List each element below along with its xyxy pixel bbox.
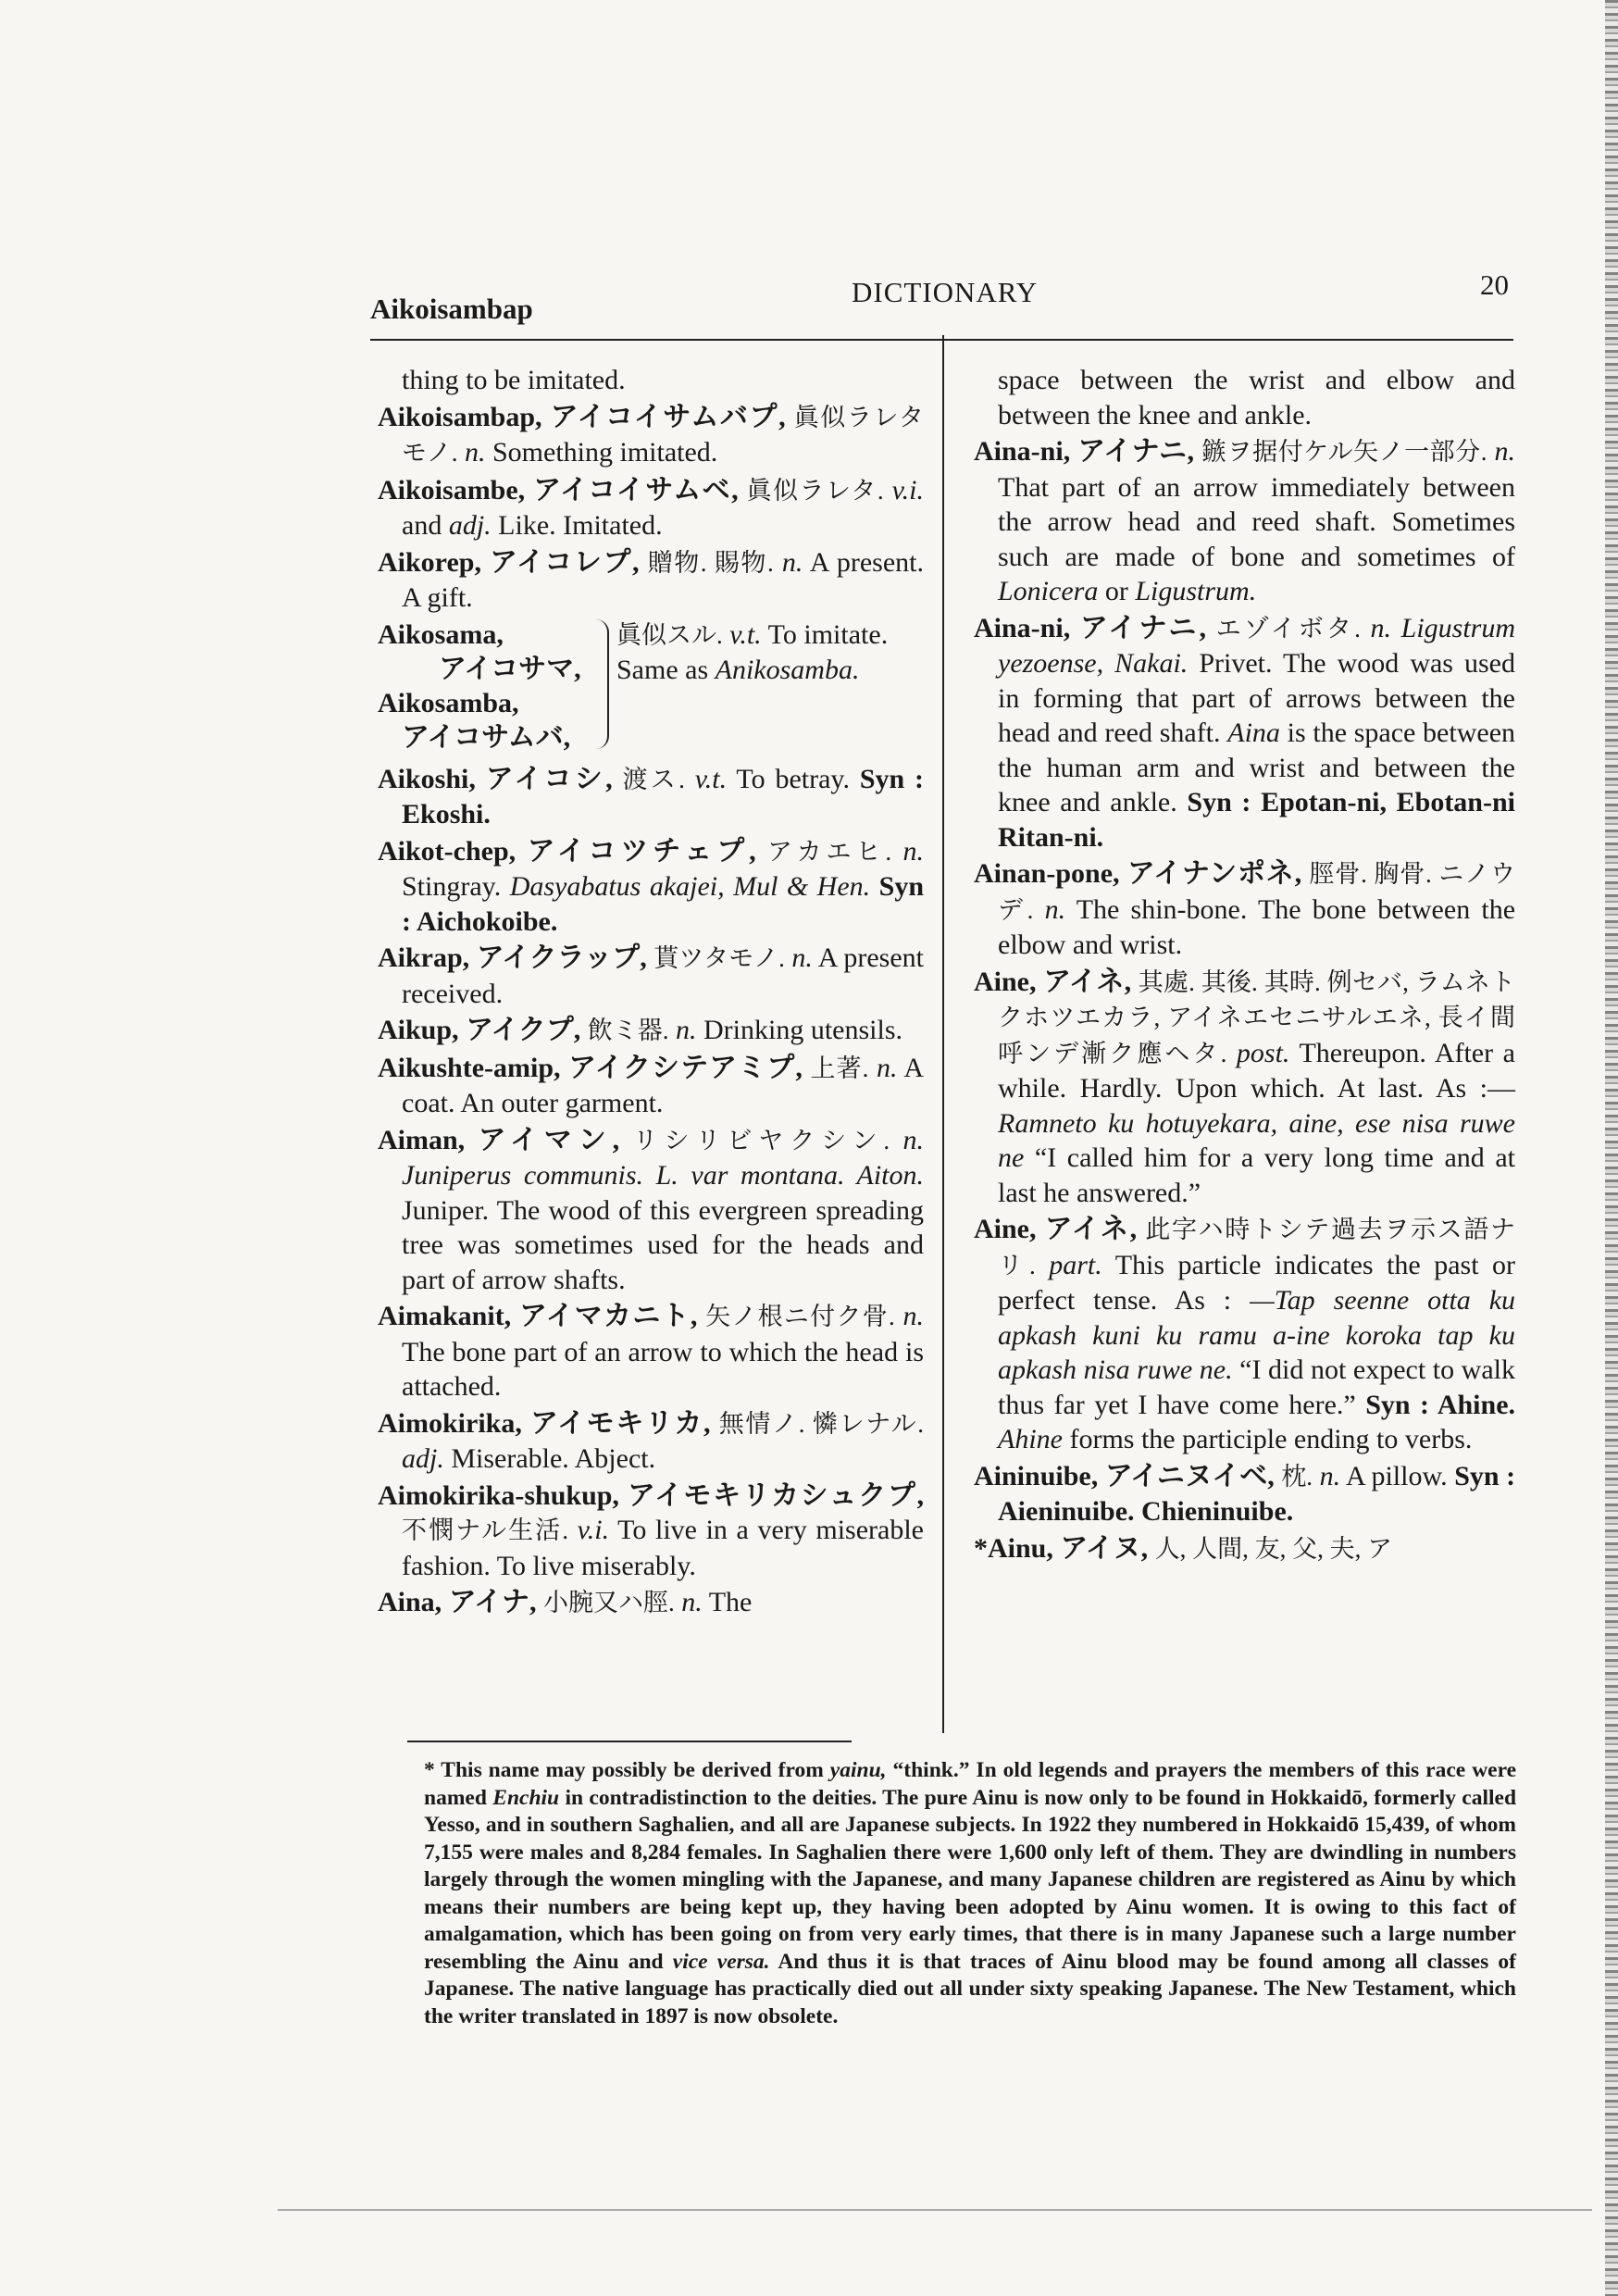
entry [378,1479,924,1584]
headword: Aimakanit, [378,1301,512,1331]
katakana: アイモキリカシュクプ, [628,1479,924,1511]
headword: Aininuibe, [974,1460,1099,1491]
katakana: アイコレプ, [490,546,640,578]
japanese-gloss: 矢ノ根ニ付ク骨. [705,1303,895,1330]
japanese-gloss: 枕. [1281,1462,1313,1491]
katakana: アイコイサムバプ, [550,401,786,432]
japanese-gloss: 飲ミ器. [587,1017,669,1044]
headword: Aikoisambe, [378,474,526,505]
definition: The [708,1587,753,1617]
example-ainu: —Tap seenne otta ku apkash kuni ku ramu a-ine koroka tap ku apkash nisa ruwe ne. [998,1285,1516,1385]
latin-name: Dasyabatus akajei, Mul & Hen. [509,871,871,902]
katakana: アイコサマ, [439,653,581,684]
katakana: アイニヌイベ, [1104,1460,1275,1491]
katakana: アイコイサムベ, [533,474,739,505]
conjunction: or [1104,576,1128,606]
headword: Aimokirika-shukup, [378,1479,619,1511]
japanese-gloss: 貰ツタモノ. [653,944,785,972]
entry [378,400,924,471]
entry [378,1013,924,1049]
part-of-speech: n. [902,835,925,867]
japanese-gloss: 鏃ヲ据付ケル矢ノ一部分. [1201,438,1487,466]
headword: Aikosama, [378,618,504,650]
headword: Aine, [974,966,1037,997]
cross-reference: Anikosamba. [715,655,860,685]
headword: Aiman, [378,1124,466,1155]
footnote-rule [407,1741,852,1742]
entry [378,473,924,543]
scan-edge [1605,0,1618,2296]
part-of-speech: n. [791,942,813,973]
part-of-speech: v.i. [577,1515,610,1545]
part-of-speech: n. [781,546,803,578]
synonym: Syn : Aichokoibe. [402,871,925,937]
japanese-gloss: リシリビヤクシン. [632,1126,890,1154]
katakana: アイヌ, [1060,1532,1149,1564]
entry [974,965,1515,1211]
part-of-speech: n. [1319,1460,1341,1491]
definition: Juniper. The wood of this evergreen spreading tree was sometimes used for the heads and part of arrow shafts. [402,1194,924,1295]
japanese-gloss: 贈物. 賜物. [647,548,774,577]
definition: forms the participle ending to verbs. [1069,1424,1473,1454]
katakana: アイモキリカ, [530,1407,711,1439]
katakana: アイコシ, [485,763,613,794]
entry [378,941,924,1011]
right-column [974,363,1515,1568]
headword: Aimokirika, [378,1407,522,1439]
definition: To betray. [736,763,850,794]
entry [974,434,1515,609]
japanese-gloss: エゾイボタ. [1215,614,1361,643]
synonym: Syn : Ekoshi. [402,763,925,830]
cross-reference: Ahine [998,1424,1063,1454]
definition: To live in a very miserable fashion. To live miserably. [402,1515,924,1581]
footnote: * This name may possibly be derived from yainu, “think.” In old legends and prayers the members of this race were named Enchiu in contradistinction to the deities. The pure Ainu is now only to be found in Hokkaidō, formerly called Yesso, and in southern Saghalien, and all are Japanese subjects. In 1922 they numbered in Hokkaidō 15,439, of whom 7,155 were males and 8,284 females. In Saghalien there were 1,600 only left of them. They are dwindling in numbers largely through the women mingling with the Japanese, and many Japanese children are registered as Ainu by which means their numbers are being kept up, they having been adopted by Ainu women. It is owing to this fact of amalgamation, which has been going on from very early times, that there is in many Japanese such a large number resembling the Ainu and vice versa. And thus it is that traces of Ainu blood may be found among all classes of Japanese. The native language has practically died out all under sixty speaking Japanese. The New Testament, which the writer translated in 1897 is now obsolete. [424,1758,1517,2028]
katakana: アイマン, [478,1124,620,1155]
entry [378,834,924,940]
definition: Privet. The wood was used in forming that part of arrows between the head and reed shaft. [998,648,1515,748]
headword: Aikoisambap, [378,401,542,432]
entry [378,1123,924,1298]
katakana: アイクシテアミプ, [568,1052,803,1083]
entry [378,545,924,616]
synonym: Syn : Aieninuibe. Chieninuibe. [998,1460,1516,1527]
katakana: アイコツチェプ, [527,835,756,867]
headword: Aina-ni, [974,436,1071,467]
page-number: 20 [1480,268,1509,301]
headword: Aikup, [378,1015,459,1045]
conjunction: and [402,510,442,541]
entry [378,1406,924,1477]
part-of-speech: v.i. [891,474,925,505]
part-of-speech: v.t. [694,763,728,794]
japanese-gloss: アカエヒ. [767,837,892,866]
headword: *Ainu, [974,1532,1053,1564]
part-of-speech: n. [902,1124,925,1155]
headword: Ainan-pone, [974,858,1120,889]
katakana: アイコサムバ, [402,721,571,753]
japanese-gloss: 小腕又ハ脛. [543,1589,675,1616]
katakana: アイマカニト, [518,1301,698,1331]
part-of-speech: part. [1049,1249,1102,1280]
definition: A coat. An outer garment. [402,1052,925,1118]
headword: Aine, [974,1214,1037,1244]
definition: This particle indicates the past or perfect tense. As : [998,1249,1516,1316]
definition: Stingray. [402,871,502,902]
part-of-speech: n. [681,1587,703,1617]
brace-mark [596,619,609,749]
entry-braced [378,618,924,756]
example-translation: “I did not expect to walk thus far yet I have come here.” [998,1354,1515,1420]
example-ainu: Ramneto ku hotuyekara, aine, ese nisa ruwe ne [998,1107,1515,1173]
entry [378,1585,924,1621]
definition: Miserable. Abject. [451,1443,656,1474]
katakana: アイナンポネ, [1126,858,1302,889]
braced-definition: 眞似スル. v.t. To imitate. Same as Anikosamba. [616,618,889,685]
part-of-speech: n. [902,1301,924,1331]
definition: Like. Imitated. [498,510,663,541]
katakana: アイネ, [1044,1214,1138,1244]
headword: Aikosamba, [378,687,519,718]
entry [974,856,1515,963]
header-title: DICTIONARY [852,276,1039,308]
definition: A present received. [402,942,924,1009]
headword: Aikrap, [378,942,470,973]
part-of-speech: n. [876,1052,898,1083]
japanese-gloss: 眞似ラレタ. [746,476,884,505]
definition: The bone part of an arrow to which the head is attached. [402,1336,924,1402]
latin-name: Ligustrum yezoense, Nakai. [998,612,1516,679]
definition: Something imitated. [492,437,718,468]
part-of-speech: n. [676,1015,697,1045]
japanese-gloss: 此字ハ時トシテ過去ヲ示ス語ナリ. [998,1216,1516,1279]
japanese-gloss: 上著. [810,1054,869,1082]
headword: Aikot-chep, [378,835,517,867]
left-column [378,363,924,1623]
bottom-scan-lines [278,2209,1592,2213]
entry [974,1459,1515,1529]
example-translation: “I called him for a very long time and at last he answered.” [998,1142,1515,1208]
definition: is the space between the human arm and wrist and between the knee and ankle. [998,718,1516,817]
entry-continuation: space between the wrist and elbow and between the knee and ankle. [998,365,1515,430]
header-guide-word: Aikoisambap [370,293,533,325]
entry-continuation: thing to be imitated. [402,365,626,395]
column-divider [942,335,944,1733]
part-of-speech: n. [1044,893,1066,925]
synonym: Syn : Epotan-ni, Ebotan-ni Ritan-ni. [998,787,1516,853]
part-of-speech: post. [1236,1037,1290,1068]
katakana: アイナ, [448,1587,537,1617]
part-of-speech: n. [1370,612,1391,643]
japanese-gloss: 脛骨. 胸骨. ニノウデ. [998,860,1516,924]
definition: Drinking utensils. [703,1015,903,1045]
entry [378,1299,924,1404]
synonym: Syn : Ahine. [1365,1389,1516,1420]
part-of-speech: adj. [402,1443,444,1474]
part-of-speech: adj. [448,510,492,541]
headword: Aikushte-amip, [378,1052,561,1083]
part-of-speech: n. [1494,436,1516,467]
japanese-gloss: 眞似ラレタモノ. [402,403,924,467]
japanese-gloss: 渡ス. [622,765,685,793]
latin-name: Ligustrum. [1135,576,1257,606]
entry [378,1051,924,1121]
cross-reference: Aina [1227,718,1280,748]
katakana: アイクプ, [466,1015,581,1045]
part-of-speech: n. [464,437,486,468]
entry [378,762,924,832]
definition: Thereupon. After a while. Hardly. Upon which. At last. As :— [998,1037,1515,1104]
headword: Aikoshi, [378,763,476,794]
headword: Aina, [378,1587,442,1617]
katakana: アイナニ, [1079,612,1207,643]
japanese-gloss: 人, 人間, 友, 父, 夫, ア [1154,1534,1393,1563]
japanese-gloss: 不憫ナル生活. [402,1516,569,1544]
latin-name: Lonicera [998,576,1099,606]
definition: That part of an arrow immediately between the arrow head and reed shaft. Sometimes such are made of bone and sometimes of [998,471,1515,572]
definition: The shin-bone. The bone between the elbow and wrist. [998,893,1516,960]
latin-name: Juniperus communis. L. var montana. Aiton. [402,1160,924,1191]
headword: Aina-ni, [974,612,1071,643]
running-header [370,268,1527,333]
entry [974,1531,1515,1567]
japanese-gloss: 無情ノ. 憐レナル. [718,1409,925,1438]
katakana: アイナニ, [1077,436,1195,467]
definition: A pillow. [1345,1460,1448,1491]
headword: Aikorep, [378,546,481,578]
katakana: アイネ, [1043,966,1132,997]
entry [974,611,1515,855]
definition: A present. A gift. [402,546,924,613]
entry [974,1212,1515,1457]
katakana: アイクラップ, [476,942,647,973]
japanese-gloss: 其處. 其後. 其時. 例セバ, ラムネトクホツエカラ, アイネエセニサルエネ, 長イ間呼ンデ漸ク應ヘタ. [998,967,1515,1067]
